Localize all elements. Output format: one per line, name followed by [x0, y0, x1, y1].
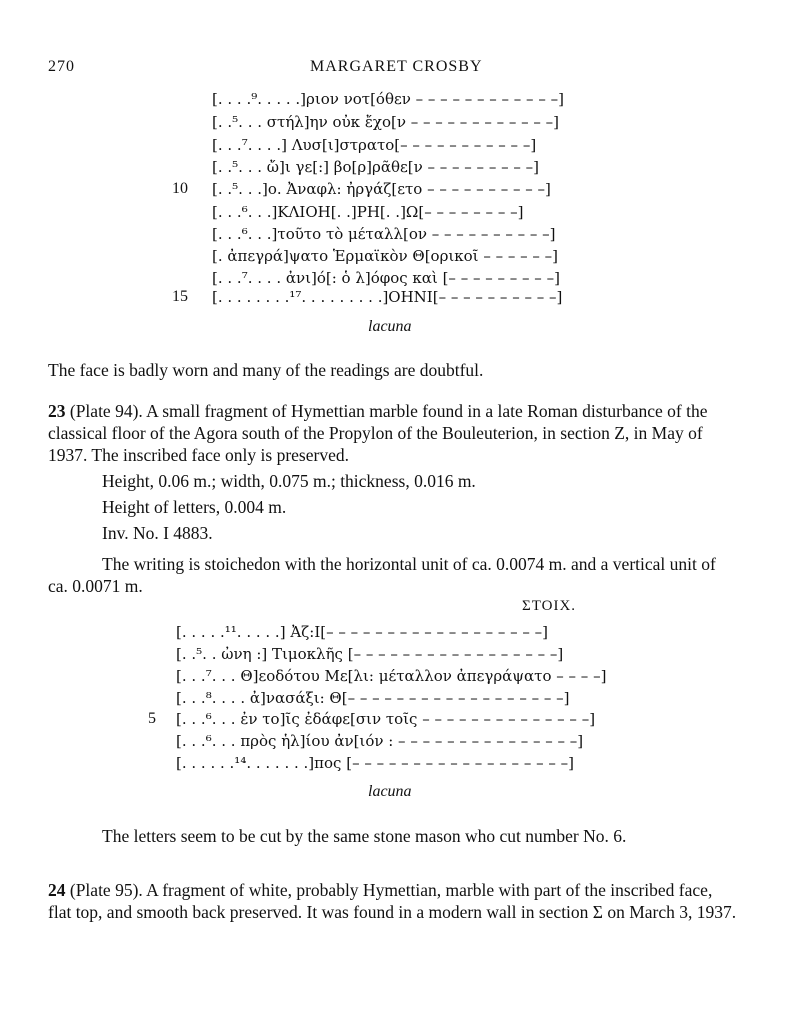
stoich-label: ΣΤΟΙΧ.	[522, 598, 577, 614]
inventory-number: Inv. No. I 4883.	[102, 523, 213, 543]
entry-description: (Plate 95). A fragment of white, probably Hymettian, marble with part of the inscribed face, flat top, and smooth back preserved. It was found in a modern wall in section Σ on March 3, 1937.	[48, 880, 737, 922]
entry-number: 24	[48, 880, 66, 900]
entry-23-paragraph	[48, 400, 738, 466]
inscription-line: [. . . .⁹. . . . .]ριον νοτ[όθεν – – – – – – – – – – – –]	[212, 90, 564, 108]
letter-height: Height of letters, 0.004 m.	[102, 497, 287, 517]
inscription-line: [. .⁵. . . ὤ]ι γε[:] βο[ρ]ρᾶθε[ν – – – – – – – – –]	[212, 158, 539, 176]
stoichedon-note: The writing is stoichedon with the horizontal unit of ca. 0.0074 m. and a vertical unit of ca. 0.0071 m.	[48, 554, 716, 596]
inscription-line: [. .⁵. . . στήλ]ην οὐκ ἔχο[ν – – – – – – – – – – – –]	[212, 113, 560, 131]
entry-description: (Plate 94). A small fragment of Hymettian marble found in a late Roman disturbance of the classical floor of the Agora south of the Propylon of the Bouleuterion, in section Z, in May of 1937. The inscribed face only is preserved.	[48, 401, 708, 465]
note-paragraph: The face is badly worn and many of the readings are doubtful.	[48, 360, 484, 380]
page-number: 270	[48, 58, 75, 75]
inscription-line: [. . . . . . . .¹⁷. . . . . . . . .]ΟΗΝΙ[– – – – – – – – – –]	[212, 288, 563, 306]
inscription-line: [. . .⁶. . .]ΚΛΙΟΗ[. .]ΡΗ[. .]Ω[– – – – – – – –]	[212, 203, 524, 221]
line-number: 15	[172, 288, 188, 305]
inscription-line: [. .⁵. . ὠνη :] Τιμοκλῆς [– – – – – – – – – – – – – – – – –]	[176, 645, 564, 663]
entry-number: 23	[48, 401, 66, 421]
dimensions: Height, 0.06 m.; width, 0.075 m.; thickness, 0.016 m.	[102, 471, 476, 491]
lacuna-label: lacuna	[368, 783, 412, 800]
inscription-line: [. . .⁷. . . Θ]εοδότου Με[λι: μέταλλον ἀπεγράψατο – – – –]	[176, 667, 607, 685]
inscription-line: [. .⁵. . .]ο. Ἀναφλ: ἠργάζ[ετο – – – – – – – – – –]	[212, 180, 551, 198]
inscription-line: [. . . . . .¹⁴. . . . . . .]πος [– – – – – – – – – – – – – – – – – –]	[176, 754, 574, 772]
lacuna-label: lacuna	[368, 318, 412, 335]
inscription-line: [. . .⁸. . . . ἀ]νασάξι: Θ[– – – – – – – – – – – – – – – – – –]	[176, 689, 570, 707]
inscription-line: [. . .⁶. . . πρὸς ἡλ]ίου ἀν[ιόν : – – – – – – – – – – – – – – –]	[176, 732, 584, 750]
line-number: 10	[172, 180, 188, 197]
inscription-line: [. . .⁷. . . . ἀνι]ό[: ὁ λ]όφος καὶ [– – – – – – – – –]	[212, 269, 560, 287]
inscription-line: [. . .⁷. . . .] Λυσ[ι]στρατο[– – – – – – – – – – –]	[212, 136, 537, 154]
inscription-line: [. . . . .¹¹. . . . .] Ἀζ:Ι[– – – – – – – – – – – – – – – – – –]	[176, 623, 549, 641]
line-number: 5	[148, 710, 156, 727]
closing-note: The letters seem to be cut by the same stone mason who cut number No. 6.	[102, 826, 627, 846]
inscription-line: [. ἀπεγρά]ψατο Ἑρμαϊκὸν Θ[ορικοῖ – – – – – –]	[212, 247, 559, 265]
running-title: MARGARET CROSBY	[310, 58, 483, 75]
inscription-line: [. . .⁶. . .]τοῦτο τὸ μέταλλ[ον – – – – – – – – – –]	[212, 225, 556, 243]
inscription-line: [. . .⁶. . . ἐν το]ῖς ἐδάφε[σιν τοῖς – – – – – – – – – – – – – –]	[176, 710, 596, 728]
entry-24-paragraph	[48, 879, 738, 923]
